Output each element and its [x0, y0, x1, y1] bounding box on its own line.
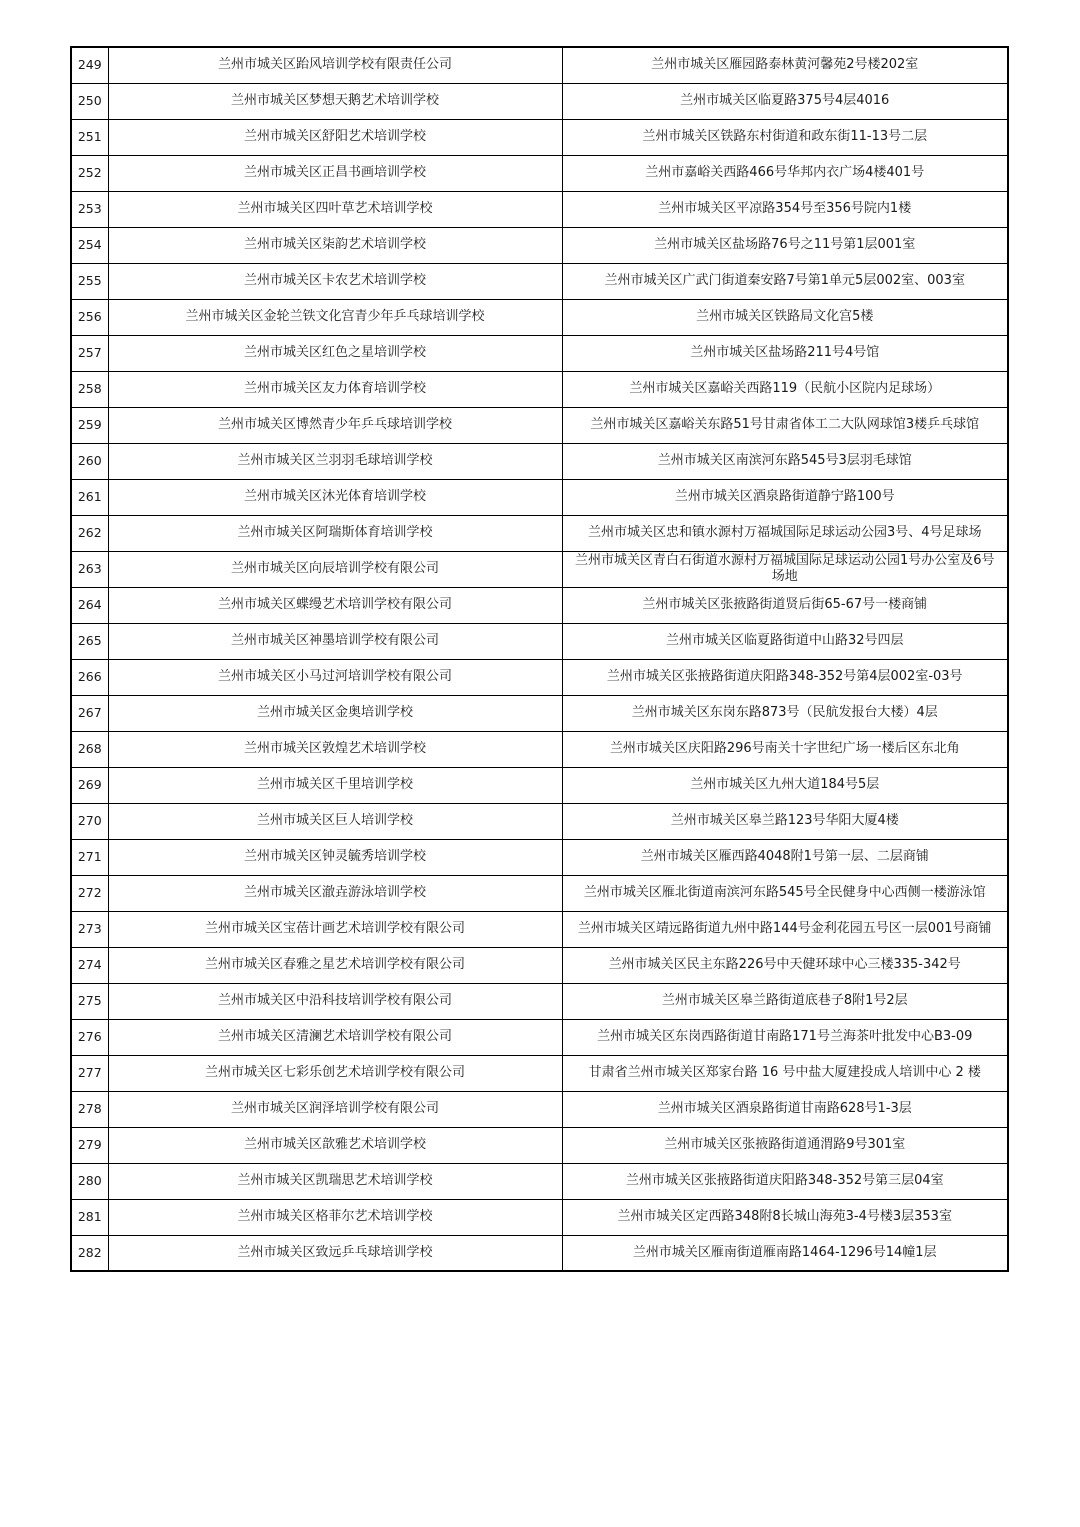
- school-address: 兰州市城关区铁路局文化宫5楼: [562, 299, 1008, 335]
- school-address: 兰州市城关区东岗东路873号（民航发报台大楼）4层: [562, 695, 1008, 731]
- school-name: 兰州市城关区阿瑞斯体育培训学校: [108, 515, 562, 551]
- school-name: 兰州市城关区友力体育培训学校: [108, 371, 562, 407]
- school-address: 兰州市城关区靖远路街道九州中路144号金利花园五号区一层001号商铺: [562, 911, 1008, 947]
- row-number: 253: [71, 191, 108, 227]
- school-address: 兰州市城关区临夏路375号4层4016: [562, 83, 1008, 119]
- row-number: 276: [71, 1019, 108, 1055]
- school-name: 兰州市城关区澈垚游泳培训学校: [108, 875, 562, 911]
- school-address: 兰州市嘉峪关西路466号华邦内衣广场4楼401号: [562, 155, 1008, 191]
- row-number: 267: [71, 695, 108, 731]
- table-row: [71, 983, 1008, 1019]
- school-address: 甘肃省兰州市城关区郑家台路 16 号中盐大厦建投成人培训中心 2 楼: [562, 1055, 1008, 1091]
- row-number: 266: [71, 659, 108, 695]
- school-name: 兰州市城关区梦想天鹅艺术培训学校: [108, 83, 562, 119]
- table-row: [71, 731, 1008, 767]
- school-address: 兰州市城关区嘉峪关东路51号甘肃省体工二大队网球馆3楼乒乓球馆: [562, 407, 1008, 443]
- row-number: 255: [71, 263, 108, 299]
- school-name: 兰州市城关区凯瑞思艺术培训学校: [108, 1163, 562, 1199]
- table-row: [71, 155, 1008, 191]
- school-name: 兰州市城关区七彩乐创艺术培训学校有限公司: [108, 1055, 562, 1091]
- school-list-table: [70, 46, 1009, 1272]
- school-address: 兰州市城关区盐场路76号之11号第1层001室: [562, 227, 1008, 263]
- row-number: 249: [71, 47, 108, 83]
- row-number: 256: [71, 299, 108, 335]
- school-address: 兰州市城关区张掖路街道通渭路9号301室: [562, 1127, 1008, 1163]
- table-row: [71, 263, 1008, 299]
- table-row: [71, 587, 1008, 623]
- school-address: 兰州市城关区定西路348附8长城山海苑3-4号楼3层353室: [562, 1199, 1008, 1235]
- row-number: 262: [71, 515, 108, 551]
- table-row: [71, 767, 1008, 803]
- table-row: [71, 1199, 1008, 1235]
- table-row: [71, 1055, 1008, 1091]
- row-number: 252: [71, 155, 108, 191]
- school-name: 兰州市城关区兰羽羽毛球培训学校: [108, 443, 562, 479]
- row-number: 250: [71, 83, 108, 119]
- table-row: [71, 911, 1008, 947]
- table-row: [71, 659, 1008, 695]
- table-row: [71, 407, 1008, 443]
- school-name: 兰州市城关区钟灵毓秀培训学校: [108, 839, 562, 875]
- school-address: 兰州市城关区皋兰路街道底巷子8附1号2层: [562, 983, 1008, 1019]
- row-number: 269: [71, 767, 108, 803]
- row-number: 272: [71, 875, 108, 911]
- school-address: 兰州市城关区广武门街道秦安路7号第1单元5层002室、003室: [562, 263, 1008, 299]
- school-address: 兰州市城关区青白石街道水源村万福城国际足球运动公园1号办公室及6号场地: [562, 551, 1008, 587]
- row-number: 259: [71, 407, 108, 443]
- school-name: 兰州市城关区沐光体育培训学校: [108, 479, 562, 515]
- row-number: 273: [71, 911, 108, 947]
- school-name: 兰州市城关区四叶草艺术培训学校: [108, 191, 562, 227]
- school-address: 兰州市城关区嘉峪关西路119（民航小区院内足球场）: [562, 371, 1008, 407]
- school-name: 兰州市城关区中沿科技培训学校有限公司: [108, 983, 562, 1019]
- school-name: 兰州市城关区敦煌艺术培训学校: [108, 731, 562, 767]
- row-number: 279: [71, 1127, 108, 1163]
- school-address: 兰州市城关区平凉路354号至356号院内1楼: [562, 191, 1008, 227]
- row-number: 258: [71, 371, 108, 407]
- row-number: 275: [71, 983, 108, 1019]
- school-name: 兰州市城关区歆雅艺术培训学校: [108, 1127, 562, 1163]
- row-number: 271: [71, 839, 108, 875]
- table-row: [71, 371, 1008, 407]
- row-number: 281: [71, 1199, 108, 1235]
- row-number: 270: [71, 803, 108, 839]
- school-name: 兰州市城关区润泽培训学校有限公司: [108, 1091, 562, 1127]
- school-name: 兰州市城关区红色之星培训学校: [108, 335, 562, 371]
- school-address: 兰州市城关区雁西路4048附1号第一层、二层商铺: [562, 839, 1008, 875]
- table-row: [71, 191, 1008, 227]
- table-row: [71, 839, 1008, 875]
- school-name: 兰州市城关区博然青少年乒乓球培训学校: [108, 407, 562, 443]
- table-row: [71, 551, 1008, 587]
- table-row: [71, 623, 1008, 659]
- school-name: 兰州市城关区神墨培训学校有限公司: [108, 623, 562, 659]
- table-row: [71, 695, 1008, 731]
- row-number: 280: [71, 1163, 108, 1199]
- school-address: 兰州市城关区张掖路街道庆阳路348-352号第4层002室-03号: [562, 659, 1008, 695]
- school-address: 兰州市城关区盐场路211号4号馆: [562, 335, 1008, 371]
- row-number: 274: [71, 947, 108, 983]
- table-row: [71, 803, 1008, 839]
- school-address: 兰州市城关区九州大道184号5层: [562, 767, 1008, 803]
- school-name: 兰州市城关区金奥培训学校: [108, 695, 562, 731]
- school-address: 兰州市城关区张掖路街道庆阳路348-352号第三层04室: [562, 1163, 1008, 1199]
- school-name: 兰州市城关区蝶缦艺术培训学校有限公司: [108, 587, 562, 623]
- school-name: 兰州市城关区春雅之星艺术培训学校有限公司: [108, 947, 562, 983]
- school-address: 兰州市城关区临夏路街道中山路32号四层: [562, 623, 1008, 659]
- school-name: 兰州市城关区小马过河培训学校有限公司: [108, 659, 562, 695]
- row-number: 254: [71, 227, 108, 263]
- school-name: 兰州市城关区巨人培训学校: [108, 803, 562, 839]
- table-row: [71, 119, 1008, 155]
- row-number: 277: [71, 1055, 108, 1091]
- school-name: 兰州市城关区宝蓓计画艺术培训学校有限公司: [108, 911, 562, 947]
- school-name: 兰州市城关区清澜艺术培训学校有限公司: [108, 1019, 562, 1055]
- school-name: 兰州市城关区千里培训学校: [108, 767, 562, 803]
- table-row: [71, 947, 1008, 983]
- table-row: [71, 335, 1008, 371]
- row-number: 251: [71, 119, 108, 155]
- school-name: 兰州市城关区格菲尔艺术培训学校: [108, 1199, 562, 1235]
- table-row: [71, 47, 1008, 83]
- school-name: 兰州市城关区致远乒乓球培训学校: [108, 1235, 562, 1271]
- table-row: [71, 299, 1008, 335]
- school-address: 兰州市城关区张掖路街道贤后街65-67号一楼商铺: [562, 587, 1008, 623]
- school-name: 兰州市城关区向辰培训学校有限公司: [108, 551, 562, 587]
- table-row: [71, 515, 1008, 551]
- table-row: [71, 1235, 1008, 1271]
- school-address: 兰州市城关区南滨河东路545号3层羽毛球馆: [562, 443, 1008, 479]
- school-name: 兰州市城关区柒韵艺术培训学校: [108, 227, 562, 263]
- row-number: 257: [71, 335, 108, 371]
- school-address: 兰州市城关区忠和镇水源村万福城国际足球运动公园3号、4号足球场: [562, 515, 1008, 551]
- row-number: 268: [71, 731, 108, 767]
- school-address: 兰州市城关区雁南街道雁南路1464-1296号14幢1层: [562, 1235, 1008, 1271]
- table-row: [71, 83, 1008, 119]
- school-name: 兰州市城关区跆风培训学校有限责任公司: [108, 47, 562, 83]
- school-name: 兰州市城关区舒阳艺术培训学校: [108, 119, 562, 155]
- table-row: [71, 1163, 1008, 1199]
- row-number: 282: [71, 1235, 108, 1271]
- table-row: [71, 875, 1008, 911]
- school-address: 兰州市城关区雁北街道南滨河东路545号全民健身中心西侧一楼游泳馆: [562, 875, 1008, 911]
- school-name: 兰州市城关区金轮兰铁文化宫青少年乒乓球培训学校: [108, 299, 562, 335]
- school-address: 兰州市城关区民主东路226号中天健环球中心三楼335-342号: [562, 947, 1008, 983]
- table-row: [71, 1091, 1008, 1127]
- school-address: 兰州市城关区东岗西路街道甘南路171号兰海茶叶批发中心B3-09: [562, 1019, 1008, 1055]
- row-number: 278: [71, 1091, 108, 1127]
- table-row: [71, 479, 1008, 515]
- table-row: [71, 443, 1008, 479]
- school-address: 兰州市城关区雁园路泰林黄河馨苑2号楼202室: [562, 47, 1008, 83]
- row-number: 260: [71, 443, 108, 479]
- school-address: 兰州市城关区铁路东村街道和政东街11-13号二层: [562, 119, 1008, 155]
- row-number: 264: [71, 587, 108, 623]
- table-row: [71, 1019, 1008, 1055]
- school-address: 兰州市城关区酒泉路街道甘南路628号1-3层: [562, 1091, 1008, 1127]
- row-number: 263: [71, 551, 108, 587]
- school-address: 兰州市城关区庆阳路296号南关十字世纪广场一楼后区东北角: [562, 731, 1008, 767]
- school-name: 兰州市城关区正昌书画培训学校: [108, 155, 562, 191]
- table-row: [71, 227, 1008, 263]
- row-number: 265: [71, 623, 108, 659]
- school-address: 兰州市城关区酒泉路街道静宁路100号: [562, 479, 1008, 515]
- table-body: [71, 47, 1008, 1271]
- table-row: [71, 1127, 1008, 1163]
- row-number: 261: [71, 479, 108, 515]
- school-address: 兰州市城关区皋兰路123号华阳大厦4楼: [562, 803, 1008, 839]
- school-name: 兰州市城关区卡农艺术培训学校: [108, 263, 562, 299]
